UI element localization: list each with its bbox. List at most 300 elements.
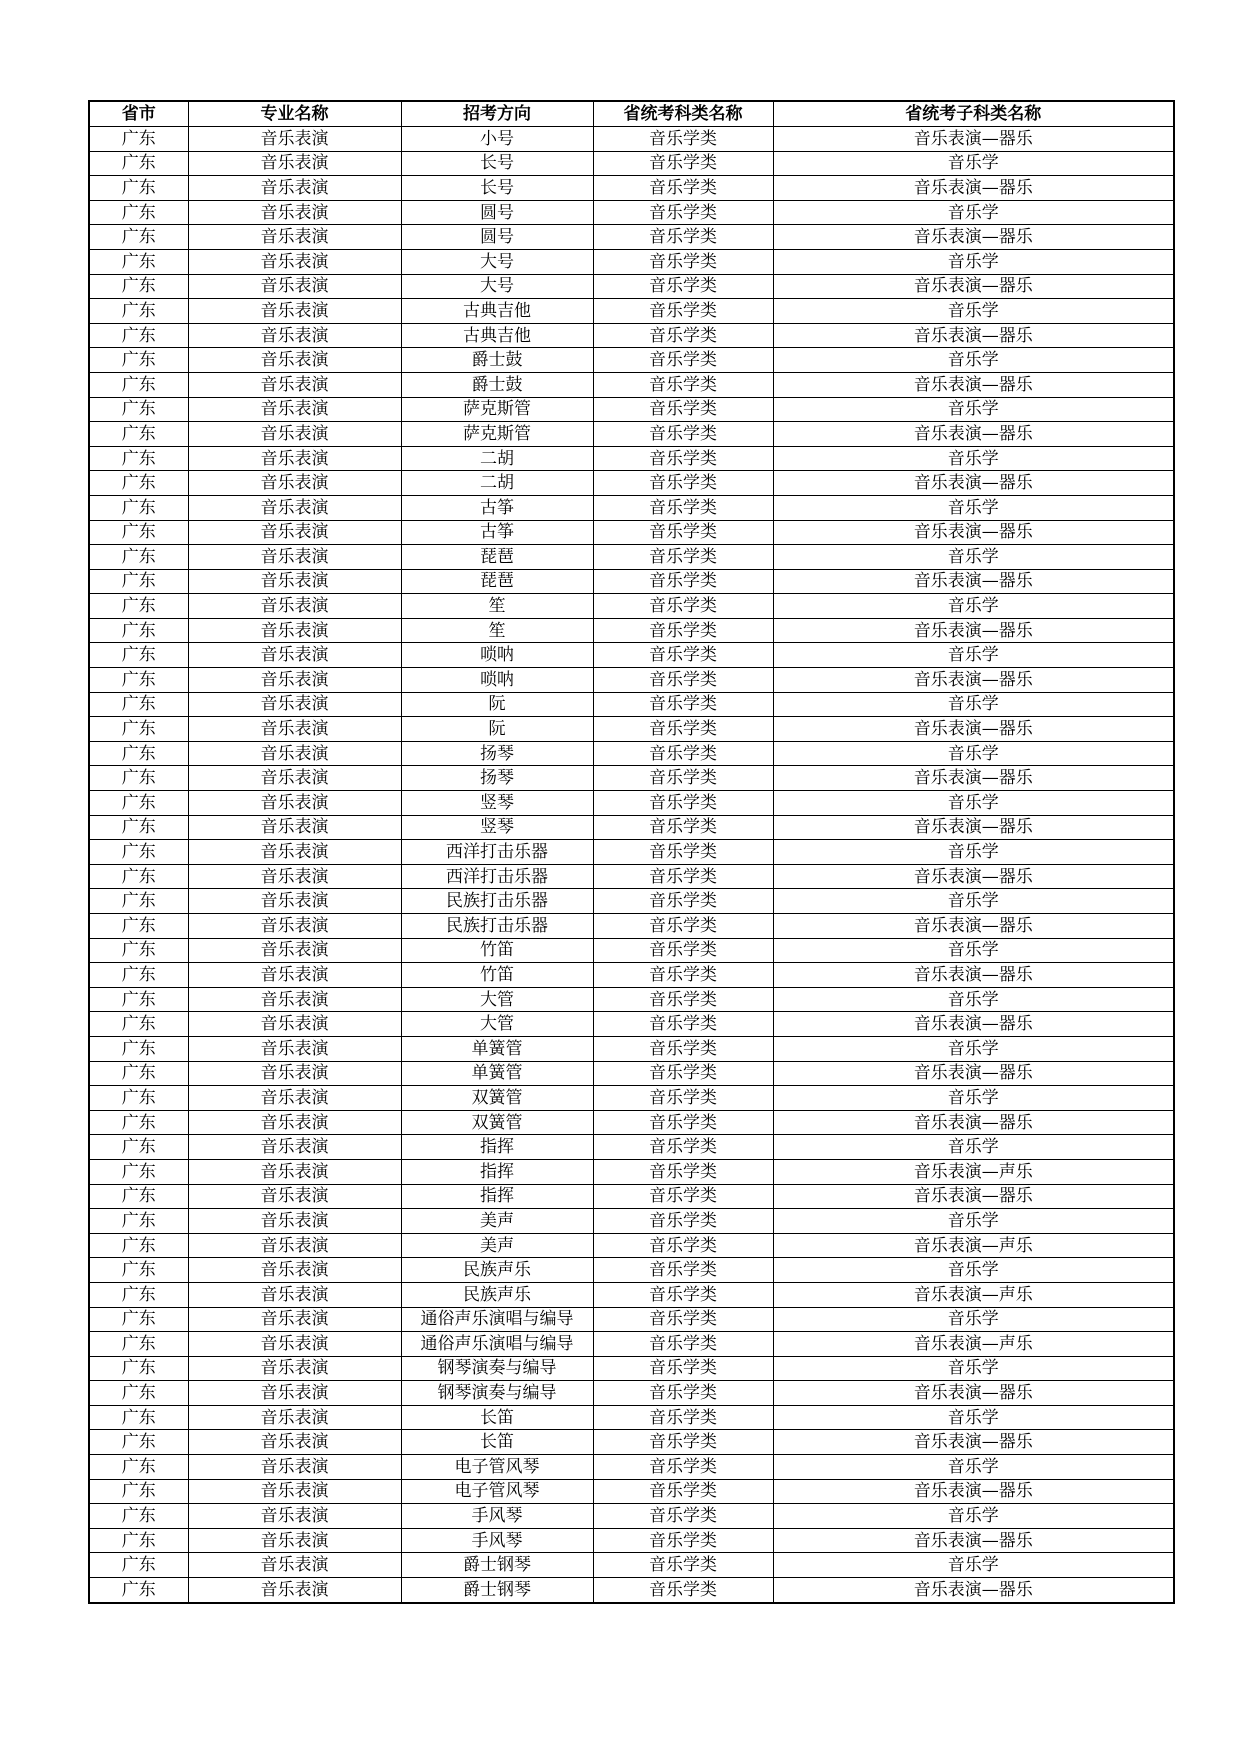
table-row <box>89 495 1174 520</box>
cell-exam-subcategory: 音乐表演—器乐 <box>773 717 1174 742</box>
admissions-table <box>88 100 1175 1604</box>
cell-exam-subcategory: 音乐学 <box>773 1553 1174 1578</box>
cell-exam-category: 音乐学类 <box>593 495 773 520</box>
cell-exam-subcategory: 音乐学 <box>773 397 1174 422</box>
table-row <box>89 864 1174 889</box>
table-row <box>89 1553 1174 1578</box>
cell-major: 音乐表演 <box>188 1479 401 1504</box>
cell-province: 广东 <box>89 1479 188 1504</box>
table-row <box>89 1381 1174 1406</box>
cell-direction: 长笛 <box>401 1430 593 1455</box>
table-row <box>89 741 1174 766</box>
cell-major: 音乐表演 <box>188 1504 401 1529</box>
cell-province: 广东 <box>89 766 188 791</box>
cell-province: 广东 <box>89 815 188 840</box>
cell-direction: 民族声乐 <box>401 1258 593 1283</box>
cell-exam-subcategory: 音乐表演—器乐 <box>773 1479 1174 1504</box>
cell-exam-subcategory: 音乐学 <box>773 200 1174 225</box>
cell-exam-subcategory: 音乐学 <box>773 840 1174 865</box>
table-row <box>89 1430 1174 1455</box>
cell-direction: 圆号 <box>401 225 593 250</box>
cell-major: 音乐表演 <box>188 1282 401 1307</box>
cell-direction: 单簧管 <box>401 1036 593 1061</box>
cell-direction: 民族声乐 <box>401 1282 593 1307</box>
header-direction: 招考方向 <box>401 101 593 127</box>
cell-exam-category: 音乐学类 <box>593 1282 773 1307</box>
cell-major: 音乐表演 <box>188 717 401 742</box>
cell-exam-category: 音乐学类 <box>593 225 773 250</box>
cell-province: 广东 <box>89 299 188 324</box>
cell-exam-category: 音乐学类 <box>593 397 773 422</box>
cell-exam-subcategory: 音乐表演—器乐 <box>773 422 1174 447</box>
cell-major: 音乐表演 <box>188 323 401 348</box>
cell-direction: 指挥 <box>401 1159 593 1184</box>
cell-exam-category: 音乐学类 <box>593 815 773 840</box>
cell-exam-category: 音乐学类 <box>593 299 773 324</box>
cell-exam-subcategory: 音乐表演—器乐 <box>773 914 1174 939</box>
cell-exam-category: 音乐学类 <box>593 1135 773 1160</box>
cell-province: 广东 <box>89 446 188 471</box>
cell-exam-subcategory: 音乐表演—声乐 <box>773 1159 1174 1184</box>
table-row <box>89 1332 1174 1357</box>
header-exam-subcategory: 省统考子科类名称 <box>773 101 1174 127</box>
table-row <box>89 1307 1174 1332</box>
cell-major: 音乐表演 <box>188 840 401 865</box>
cell-province: 广东 <box>89 1258 188 1283</box>
cell-direction: 手风琴 <box>401 1528 593 1553</box>
cell-exam-category: 音乐学类 <box>593 692 773 717</box>
cell-direction: 长号 <box>401 151 593 176</box>
cell-major: 音乐表演 <box>188 1356 401 1381</box>
table-row <box>89 618 1174 643</box>
table-row <box>89 348 1174 373</box>
cell-exam-category: 音乐学类 <box>593 643 773 668</box>
cell-exam-subcategory: 音乐学 <box>773 692 1174 717</box>
cell-direction: 电子管风琴 <box>401 1479 593 1504</box>
cell-exam-subcategory: 音乐表演—器乐 <box>773 1110 1174 1135</box>
cell-province: 广东 <box>89 1159 188 1184</box>
cell-direction: 古筝 <box>401 520 593 545</box>
cell-exam-category: 音乐学类 <box>593 668 773 693</box>
cell-direction: 爵士鼓 <box>401 348 593 373</box>
table-row <box>89 963 1174 988</box>
table-row <box>89 643 1174 668</box>
cell-exam-category: 音乐学类 <box>593 200 773 225</box>
cell-exam-subcategory: 音乐表演—器乐 <box>773 618 1174 643</box>
cell-province: 广东 <box>89 1381 188 1406</box>
cell-direction: 琵琶 <box>401 545 593 570</box>
cell-exam-subcategory: 音乐表演—器乐 <box>773 569 1174 594</box>
cell-direction: 手风琴 <box>401 1504 593 1529</box>
table-row <box>89 1061 1174 1086</box>
cell-exam-subcategory: 音乐学 <box>773 446 1174 471</box>
cell-province: 广东 <box>89 864 188 889</box>
cell-major: 音乐表演 <box>188 938 401 963</box>
cell-province: 广东 <box>89 938 188 963</box>
cell-province: 广东 <box>89 618 188 643</box>
table-row <box>89 717 1174 742</box>
cell-exam-subcategory: 音乐学 <box>773 741 1174 766</box>
cell-major: 音乐表演 <box>188 594 401 619</box>
cell-major: 音乐表演 <box>188 545 401 570</box>
cell-province: 广东 <box>89 1282 188 1307</box>
cell-province: 广东 <box>89 1307 188 1332</box>
cell-exam-category: 音乐学类 <box>593 766 773 791</box>
cell-major: 音乐表演 <box>188 668 401 693</box>
cell-exam-category: 音乐学类 <box>593 1307 773 1332</box>
cell-province: 广东 <box>89 323 188 348</box>
cell-major: 音乐表演 <box>188 1405 401 1430</box>
cell-direction: 古典吉他 <box>401 323 593 348</box>
cell-exam-category: 音乐学类 <box>593 348 773 373</box>
cell-exam-subcategory: 音乐表演—器乐 <box>773 963 1174 988</box>
cell-province: 广东 <box>89 741 188 766</box>
cell-province: 广东 <box>89 1233 188 1258</box>
cell-major: 音乐表演 <box>188 1209 401 1234</box>
cell-exam-subcategory: 音乐学 <box>773 1307 1174 1332</box>
cell-province: 广东 <box>89 372 188 397</box>
cell-major: 音乐表演 <box>188 1528 401 1553</box>
cell-direction: 钢琴演奏与编导 <box>401 1381 593 1406</box>
cell-major: 音乐表演 <box>188 1110 401 1135</box>
cell-province: 广东 <box>89 1209 188 1234</box>
header-exam-category: 省统考科类名称 <box>593 101 773 127</box>
table-row <box>89 299 1174 324</box>
cell-major: 音乐表演 <box>188 1307 401 1332</box>
cell-direction: 竹笛 <box>401 963 593 988</box>
cell-major: 音乐表演 <box>188 1553 401 1578</box>
cell-direction: 小号 <box>401 127 593 152</box>
cell-exam-subcategory: 音乐学 <box>773 987 1174 1012</box>
cell-exam-subcategory: 音乐表演—器乐 <box>773 1012 1174 1037</box>
cell-exam-category: 音乐学类 <box>593 1430 773 1455</box>
table-row <box>89 594 1174 619</box>
cell-exam-category: 音乐学类 <box>593 1159 773 1184</box>
cell-exam-subcategory: 音乐表演—器乐 <box>773 225 1174 250</box>
cell-direction: 大管 <box>401 987 593 1012</box>
cell-exam-category: 音乐学类 <box>593 717 773 742</box>
cell-direction: 笙 <box>401 618 593 643</box>
cell-exam-subcategory: 音乐学 <box>773 151 1174 176</box>
cell-major: 音乐表演 <box>188 422 401 447</box>
cell-exam-category: 音乐学类 <box>593 1110 773 1135</box>
cell-major: 音乐表演 <box>188 766 401 791</box>
cell-major: 音乐表演 <box>188 372 401 397</box>
cell-major: 音乐表演 <box>188 348 401 373</box>
cell-major: 音乐表演 <box>188 200 401 225</box>
cell-direction: 二胡 <box>401 446 593 471</box>
table-row <box>89 545 1174 570</box>
cell-province: 广东 <box>89 1356 188 1381</box>
table-row <box>89 1159 1174 1184</box>
cell-major: 音乐表演 <box>188 815 401 840</box>
cell-province: 广东 <box>89 987 188 1012</box>
cell-province: 广东 <box>89 889 188 914</box>
cell-exam-category: 音乐学类 <box>593 127 773 152</box>
cell-major: 音乐表演 <box>188 569 401 594</box>
cell-exam-subcategory: 音乐学 <box>773 545 1174 570</box>
cell-major: 音乐表演 <box>188 1184 401 1209</box>
cell-direction: 双簧管 <box>401 1086 593 1111</box>
cell-major: 音乐表演 <box>188 176 401 201</box>
cell-major: 音乐表演 <box>188 1455 401 1480</box>
cell-exam-category: 音乐学类 <box>593 1332 773 1357</box>
cell-exam-subcategory: 音乐表演—器乐 <box>773 323 1174 348</box>
cell-exam-category: 音乐学类 <box>593 864 773 889</box>
cell-exam-subcategory: 音乐表演—器乐 <box>773 1528 1174 1553</box>
cell-exam-subcategory: 音乐学 <box>773 791 1174 816</box>
cell-major: 音乐表演 <box>188 1036 401 1061</box>
cell-major: 音乐表演 <box>188 963 401 988</box>
cell-province: 广东 <box>89 692 188 717</box>
cell-major: 音乐表演 <box>188 471 401 496</box>
cell-exam-category: 音乐学类 <box>593 1455 773 1480</box>
cell-major: 音乐表演 <box>188 1430 401 1455</box>
cell-province: 广东 <box>89 668 188 693</box>
table-row <box>89 176 1174 201</box>
cell-direction: 西洋打击乐器 <box>401 840 593 865</box>
cell-exam-category: 音乐学类 <box>593 987 773 1012</box>
cell-direction: 扬琴 <box>401 741 593 766</box>
cell-major: 音乐表演 <box>188 495 401 520</box>
cell-direction: 西洋打击乐器 <box>401 864 593 889</box>
cell-province: 广东 <box>89 840 188 865</box>
table-row <box>89 987 1174 1012</box>
cell-exam-subcategory: 音乐表演—器乐 <box>773 1578 1174 1603</box>
cell-exam-category: 音乐学类 <box>593 840 773 865</box>
cell-direction: 阮 <box>401 717 593 742</box>
cell-major: 音乐表演 <box>188 643 401 668</box>
table-row <box>89 1528 1174 1553</box>
cell-exam-subcategory: 音乐表演—器乐 <box>773 1430 1174 1455</box>
cell-province: 广东 <box>89 397 188 422</box>
cell-province: 广东 <box>89 200 188 225</box>
cell-exam-category: 音乐学类 <box>593 471 773 496</box>
cell-major: 音乐表演 <box>188 1135 401 1160</box>
cell-province: 广东 <box>89 1578 188 1603</box>
cell-direction: 竖琴 <box>401 791 593 816</box>
cell-direction: 阮 <box>401 692 593 717</box>
table-row <box>89 274 1174 299</box>
cell-exam-category: 音乐学类 <box>593 1479 773 1504</box>
cell-direction: 长号 <box>401 176 593 201</box>
header-province: 省市 <box>89 101 188 127</box>
cell-exam-subcategory: 音乐表演—器乐 <box>773 471 1174 496</box>
cell-province: 广东 <box>89 594 188 619</box>
cell-province: 广东 <box>89 1553 188 1578</box>
table-row <box>89 569 1174 594</box>
cell-exam-category: 音乐学类 <box>593 1553 773 1578</box>
cell-direction: 双簧管 <box>401 1110 593 1135</box>
cell-province: 广东 <box>89 963 188 988</box>
cell-direction: 扬琴 <box>401 766 593 791</box>
cell-exam-subcategory: 音乐学 <box>773 1086 1174 1111</box>
header-row <box>89 101 1174 127</box>
table-row <box>89 1455 1174 1480</box>
table-row <box>89 1135 1174 1160</box>
table-row <box>89 1479 1174 1504</box>
cell-province: 广东 <box>89 1086 188 1111</box>
table-row <box>89 520 1174 545</box>
cell-province: 广东 <box>89 274 188 299</box>
cell-direction: 通俗声乐演唱与编导 <box>401 1307 593 1332</box>
cell-exam-subcategory: 音乐学 <box>773 594 1174 619</box>
table-row <box>89 1578 1174 1603</box>
cell-major: 音乐表演 <box>188 1332 401 1357</box>
cell-direction: 竹笛 <box>401 938 593 963</box>
cell-exam-subcategory: 音乐表演—器乐 <box>773 274 1174 299</box>
cell-province: 广东 <box>89 1332 188 1357</box>
cell-province: 广东 <box>89 569 188 594</box>
cell-exam-category: 音乐学类 <box>593 151 773 176</box>
cell-province: 广东 <box>89 1110 188 1135</box>
cell-exam-subcategory: 音乐学 <box>773 643 1174 668</box>
cell-major: 音乐表演 <box>188 618 401 643</box>
cell-exam-category: 音乐学类 <box>593 1356 773 1381</box>
cell-province: 广东 <box>89 791 188 816</box>
table-row <box>89 200 1174 225</box>
cell-direction: 圆号 <box>401 200 593 225</box>
cell-exam-subcategory: 音乐表演—声乐 <box>773 1233 1174 1258</box>
cell-province: 广东 <box>89 348 188 373</box>
cell-major: 音乐表演 <box>188 397 401 422</box>
cell-direction: 钢琴演奏与编导 <box>401 1356 593 1381</box>
cell-exam-category: 音乐学类 <box>593 938 773 963</box>
cell-major: 音乐表演 <box>188 1381 401 1406</box>
cell-province: 广东 <box>89 1184 188 1209</box>
cell-direction: 唢呐 <box>401 668 593 693</box>
cell-exam-category: 音乐学类 <box>593 1233 773 1258</box>
table-row <box>89 938 1174 963</box>
table-row <box>89 323 1174 348</box>
cell-exam-category: 音乐学类 <box>593 176 773 201</box>
cell-exam-subcategory: 音乐学 <box>773 1135 1174 1160</box>
cell-major: 音乐表演 <box>188 225 401 250</box>
cell-exam-category: 音乐学类 <box>593 249 773 274</box>
table-row <box>89 692 1174 717</box>
table-row <box>89 127 1174 152</box>
cell-direction: 通俗声乐演唱与编导 <box>401 1332 593 1357</box>
cell-major: 音乐表演 <box>188 127 401 152</box>
table-row <box>89 889 1174 914</box>
cell-major: 音乐表演 <box>188 1258 401 1283</box>
table-row <box>89 1258 1174 1283</box>
cell-province: 广东 <box>89 495 188 520</box>
table-row <box>89 397 1174 422</box>
cell-direction: 萨克斯管 <box>401 397 593 422</box>
cell-province: 广东 <box>89 1135 188 1160</box>
cell-direction: 大管 <box>401 1012 593 1037</box>
cell-major: 音乐表演 <box>188 791 401 816</box>
cell-major: 音乐表演 <box>188 151 401 176</box>
cell-major: 音乐表演 <box>188 1061 401 1086</box>
cell-major: 音乐表演 <box>188 864 401 889</box>
table-row <box>89 1405 1174 1430</box>
cell-province: 广东 <box>89 717 188 742</box>
cell-direction: 电子管风琴 <box>401 1455 593 1480</box>
cell-exam-subcategory: 音乐表演—声乐 <box>773 1282 1174 1307</box>
cell-exam-subcategory: 音乐表演—器乐 <box>773 668 1174 693</box>
cell-direction: 萨克斯管 <box>401 422 593 447</box>
cell-exam-subcategory: 音乐表演—器乐 <box>773 815 1174 840</box>
header-major: 专业名称 <box>188 101 401 127</box>
cell-direction: 二胡 <box>401 471 593 496</box>
cell-exam-category: 音乐学类 <box>593 1528 773 1553</box>
cell-direction: 民族打击乐器 <box>401 914 593 939</box>
cell-exam-category: 音乐学类 <box>593 914 773 939</box>
cell-major: 音乐表演 <box>188 889 401 914</box>
cell-province: 广东 <box>89 1405 188 1430</box>
table-row <box>89 815 1174 840</box>
cell-exam-category: 音乐学类 <box>593 594 773 619</box>
cell-province: 广东 <box>89 1455 188 1480</box>
cell-exam-subcategory: 音乐学 <box>773 1258 1174 1283</box>
cell-direction: 指挥 <box>401 1184 593 1209</box>
cell-major: 音乐表演 <box>188 914 401 939</box>
cell-exam-category: 音乐学类 <box>593 545 773 570</box>
cell-major: 音乐表演 <box>188 1578 401 1603</box>
cell-province: 广东 <box>89 225 188 250</box>
cell-province: 广东 <box>89 1061 188 1086</box>
cell-exam-category: 音乐学类 <box>593 1405 773 1430</box>
cell-exam-subcategory: 音乐学 <box>773 1036 1174 1061</box>
table-row <box>89 1356 1174 1381</box>
cell-direction: 民族打击乐器 <box>401 889 593 914</box>
cell-exam-subcategory: 音乐表演—器乐 <box>773 1184 1174 1209</box>
cell-exam-category: 音乐学类 <box>593 422 773 447</box>
cell-exam-subcategory: 音乐学 <box>773 1455 1174 1480</box>
cell-direction: 大号 <box>401 249 593 274</box>
table-row <box>89 766 1174 791</box>
cell-direction: 长笛 <box>401 1405 593 1430</box>
table-row <box>89 372 1174 397</box>
table-row <box>89 668 1174 693</box>
table-row <box>89 1086 1174 1111</box>
cell-exam-category: 音乐学类 <box>593 372 773 397</box>
cell-exam-subcategory: 音乐学 <box>773 299 1174 324</box>
cell-exam-subcategory: 音乐学 <box>773 495 1174 520</box>
cell-major: 音乐表演 <box>188 692 401 717</box>
table-row <box>89 1209 1174 1234</box>
cell-province: 广东 <box>89 1012 188 1037</box>
cell-exam-category: 音乐学类 <box>593 1258 773 1283</box>
table-row <box>89 1184 1174 1209</box>
table-row <box>89 1233 1174 1258</box>
cell-exam-category: 音乐学类 <box>593 1504 773 1529</box>
cell-direction: 琵琶 <box>401 569 593 594</box>
cell-major: 音乐表演 <box>188 249 401 274</box>
cell-exam-category: 音乐学类 <box>593 1209 773 1234</box>
cell-direction: 美声 <box>401 1209 593 1234</box>
cell-direction: 爵士鼓 <box>401 372 593 397</box>
cell-exam-subcategory: 音乐学 <box>773 1504 1174 1529</box>
table-row <box>89 840 1174 865</box>
cell-province: 广东 <box>89 176 188 201</box>
cell-exam-category: 音乐学类 <box>593 618 773 643</box>
cell-exam-subcategory: 音乐表演—器乐 <box>773 864 1174 889</box>
cell-province: 广东 <box>89 249 188 274</box>
cell-exam-subcategory: 音乐学 <box>773 249 1174 274</box>
cell-exam-category: 音乐学类 <box>593 520 773 545</box>
cell-exam-category: 音乐学类 <box>593 274 773 299</box>
cell-direction: 古筝 <box>401 495 593 520</box>
cell-exam-subcategory: 音乐表演—器乐 <box>773 766 1174 791</box>
cell-province: 广东 <box>89 1504 188 1529</box>
cell-major: 音乐表演 <box>188 274 401 299</box>
cell-province: 广东 <box>89 1430 188 1455</box>
cell-province: 广东 <box>89 1528 188 1553</box>
cell-direction: 唢呐 <box>401 643 593 668</box>
